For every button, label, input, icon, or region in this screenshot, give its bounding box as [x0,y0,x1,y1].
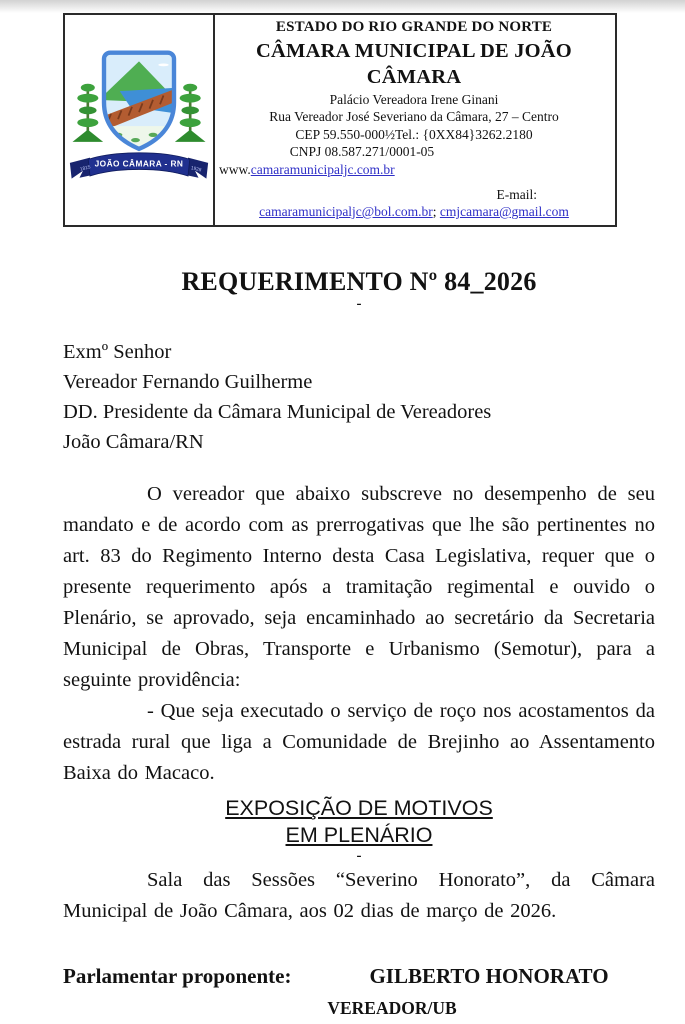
crest-cell [65,15,215,225]
address-line: Rua Vereador José Severiano da Câmara, 27 – Centro [269,109,559,125]
letterhead-text [215,15,615,225]
email-separator: ; [432,204,440,220]
recipient-line-4: João Câmara/RN [63,430,204,453]
request-paragraph: O vereador que abaixo subscreve no desempenho de seu mandato e de acordo com as prerrogativas que lhe são pertinentes no art. 83 do Regimento Interno desta Casa Legislativa, requer que o presente requerimento após a tramitação regimental e ouvido o Plenário, se aprovado, seja encaminhado ao secretário da Secretaria Municipal de Obras, Transporte e Urbanismo (Semotur), para a seguinte providência: [63,482,655,691]
email-link-2[interactable]: cmjcamara@gmail.com [439,204,569,220]
motives-heading-line-1: EXPOSIÇÃO DE MOTIVOS [225,795,493,820]
crest-year-left: 1815 [79,165,92,173]
email-label: E-mail: [496,186,537,202]
request-item: - Que seja executado o serviço de roço nos acostamentos da estrada rural que liga a Comunidade de Brejinho ao Assentamento Baixa do Macaco. [63,699,655,784]
recipient-block [63,337,655,457]
website-link[interactable]: camaramunicipaljc.com.br [250,161,395,177]
document-title: REQUERIMENTO Nº 84_2026 [181,266,537,296]
recipient-line-3: DD. Presidente da Câmara Municipal de Vereadores [63,400,492,423]
crest-banner-text: JOÃO CÂMARA - RN [94,158,184,169]
motives-heading [63,795,655,849]
title-dash: - [356,295,362,312]
shield-icon [95,51,180,154]
recipient-line-1: Exmº Senhor [63,340,172,363]
tree-icon-left [73,83,104,141]
recipient-line-2: Vereador Fernando Guilherme [63,370,313,393]
email-line [219,203,609,221]
cep-tel-line: CEP 59.550-000½Tel.: {0XX84}3262.2180 [295,126,533,142]
crest-year-right: 1928 [190,165,202,174]
website-line [219,161,609,179]
website-prefix: www. [219,161,251,177]
motives-heading-line-2: EM PLENÁRIO [285,822,433,847]
document-body [63,267,655,1019]
chamber-name: CÂMARA MUNICIPAL DE JOÃO CÂMARA [256,39,572,89]
signature-block [63,961,655,992]
motives-dash: - [356,847,362,864]
tree-icon-right [175,83,206,141]
closing-paragraph: Sala das Sessões “Severino Honorato”, da Câmara Municipal de João Câmara, aos 02 dias de março de 2026. [63,868,655,922]
letterhead-box [63,13,617,227]
coat-of-arms-icon [69,45,209,195]
cnpj-line: CNPJ 08.587.271/0001-05 [289,144,435,160]
palace-line: Palácio Vereadora Irene Ginani [329,91,499,107]
proponent-role: VEREADOR/UB [327,997,457,1018]
proponent-name: GILBERTO HONORATO [369,963,609,988]
state-line: ESTADO DO RIO GRANDE DO NORTE [275,19,553,35]
proponent-label: Parlamentar proponente: [63,963,292,988]
email-link-1[interactable]: camaramunicipaljc@bol.com.br [259,204,433,220]
